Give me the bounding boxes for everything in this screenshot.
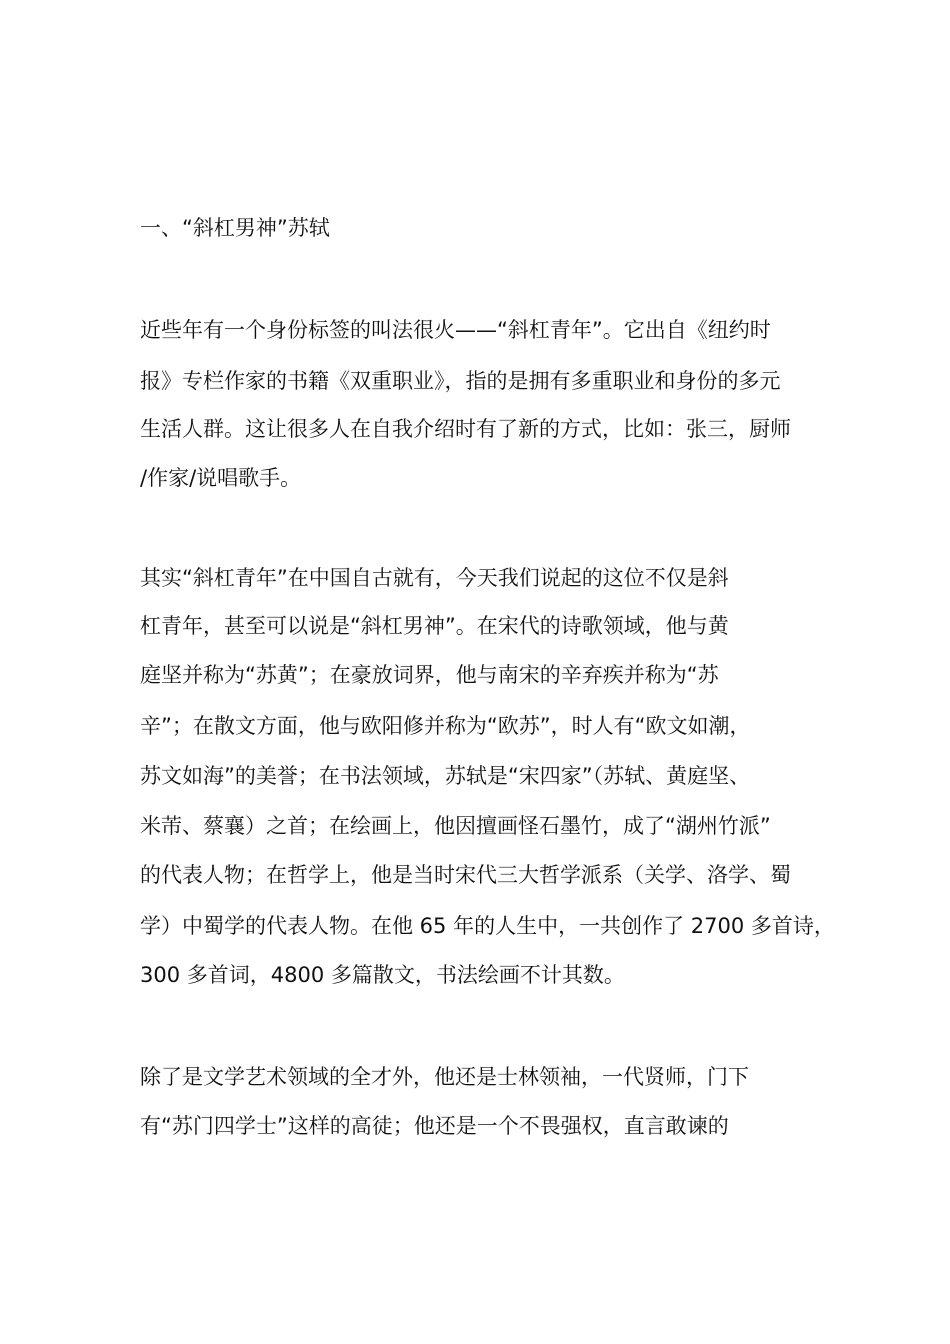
paragraph-2-line-6: 米芾、蔡襄）之首；在绘画上，他因擅画怪石墨竹，成了“湖州竹派” (140, 814, 771, 838)
paragraph-2-line-2: 杠青年，甚至可以说是“斜杠男神”。在宋代的诗歌领域，他与黄 (140, 614, 729, 638)
paragraph-1-line-1: 近些年有一个身份标签的叫法很火——“斜杠青年”。它出自《纽约时 (140, 318, 771, 342)
paragraph-2-line-5: 苏文如海”的美誉；在书法领域，苏轼是“宋四家”（苏轼、黄庭坚、 (140, 764, 751, 788)
paragraph-2-line-4: 辛”；在散文方面，他与欧阳修并称为“欧苏”，时人有“欧文如潮， (140, 714, 751, 738)
paragraph-2-line-1: 其实“斜杠青年”在中国自古就有，今天我们说起的这位不仅是斜 (140, 566, 729, 590)
paragraph-1-line-3: 生活人群。这让很多人在自我介绍时有了新的方式，比如：张三，厨师 (140, 417, 791, 441)
paragraph-3-line-2: 有“苏门四学士”这样的高徒；他还是一个不畏强权，直言敢谏的 (140, 1114, 729, 1138)
paragraph-1-line-4: /作家/说唱歌手。 (140, 466, 302, 490)
paragraph-1-line-2: 报》专栏作家的书籍《双重职业》，指的是拥有多重职业和身份的多元 (140, 369, 781, 393)
paragraph-2-line-8: 学）中蜀学的代表人物。在他 65 年的人生中，一共创作了 2700 多首诗， (140, 914, 835, 938)
paragraph-2-line-9: 300 多首词，4800 多篇散文，书法绘画不计其数。 (140, 963, 625, 987)
paragraph-2-line-3: 庭坚并称为“苏黄”；在豪放词界，他与南宋的辛弃疾并称为“苏 (140, 663, 719, 687)
section-heading: 一、“斜杠男神”苏轼 (140, 216, 330, 240)
paragraph-3-line-1: 除了是文学艺术领域的全才外，他还是士林领袖，一代贤师，门下 (140, 1065, 749, 1089)
paragraph-2-line-7: 的代表人物；在哲学上，他是当时宋代三大哲学派系（关学、洛学、蜀 (140, 863, 791, 887)
